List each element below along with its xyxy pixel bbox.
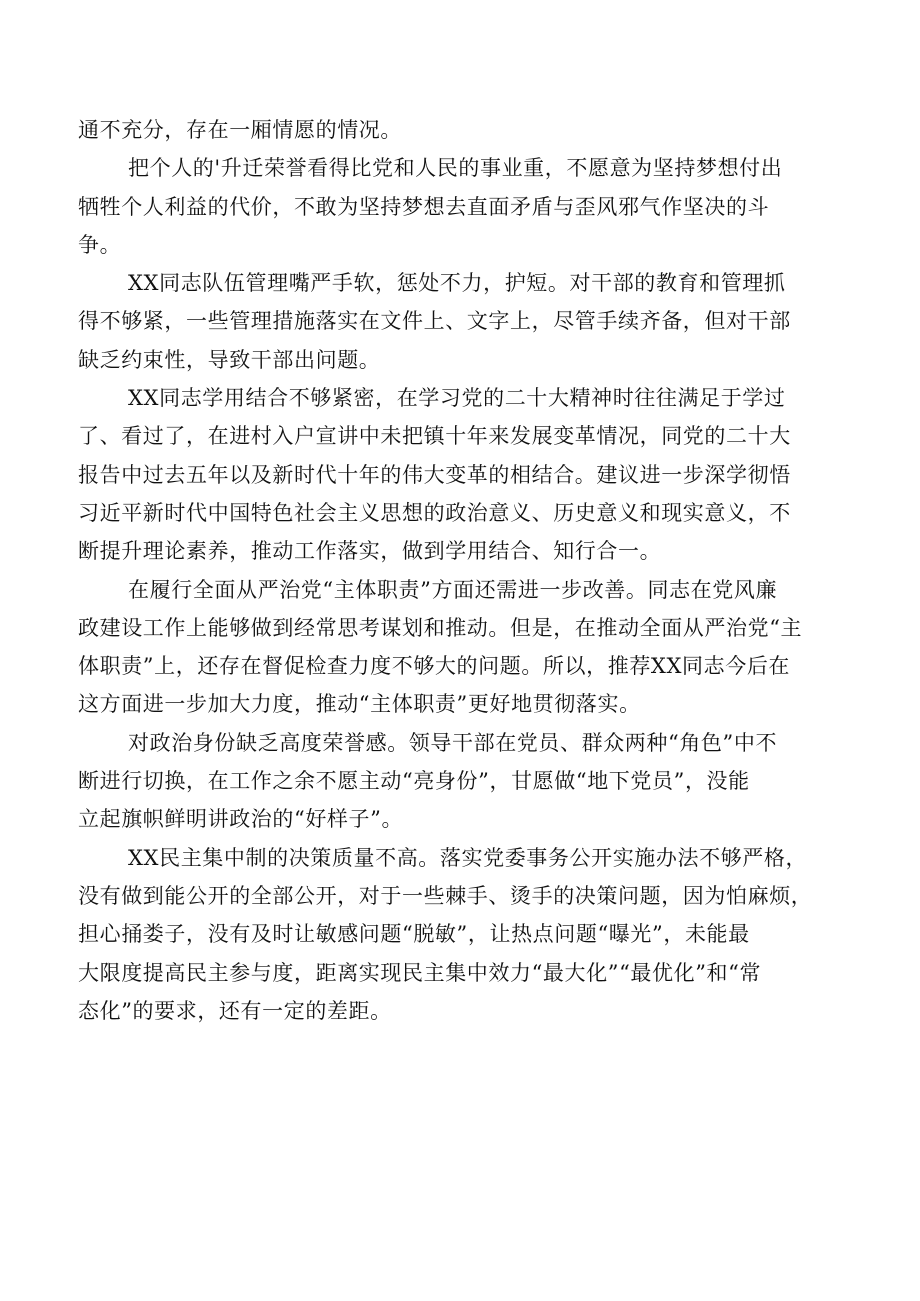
text-line-10: 报告中过去五年以及新时代十年的伟大变革的相结合。建议进一步深学彻悟: [78, 462, 791, 487]
text-line-4: 争。: [78, 232, 122, 257]
text-line-9: 了、看过了，在进村入户宣讲中未把镇十年来发展变革情况，同党的二十大: [78, 424, 791, 449]
text-line-5: XX同志队伍管理嘴严手软，惩处不力，护短。对干部的教育和管理抓: [128, 271, 786, 296]
text-line-12: 断提升理论素养，推动工作落实，做到学用结合、知行合一。: [78, 539, 662, 564]
text-line-6: 得不够紧，一些管理措施落实在文件上、文字上，尽管手续齐备，但对干部: [78, 309, 791, 334]
document-body: [78, 111, 853, 1030]
text-line-13: 在履行全面从严治党“主体职责”方面还需进一步改善。同志在党风廉: [128, 577, 778, 602]
text-line-18: 断进行切换，在工作之余不愿主动“亮身份”，甘愿做“地下党员”，没能: [78, 769, 750, 794]
text-line-15: 体职责”上，还存在督促检查力度不够大的问题。所以，推荐XX同志今后在: [78, 654, 791, 679]
text-line-17: 对政治身份缺乏高度荣誉感。领导干部在党员、群众两种“角色”中不: [128, 730, 778, 755]
text-line-16: 这方面进一步加大力度，推动“主体职责”更好地贯彻落实。: [78, 692, 641, 717]
text-line-7: 缺乏约束性，导致干部出问题。: [78, 347, 381, 372]
text-line-21: 没有做到能公开的全部公开，对于一些棘手、烫手的决策问题，因为怕麻烦，: [78, 883, 813, 908]
text-line-1: 通不充分，存在一厢情愿的情况。: [78, 118, 402, 142]
text-line-14: 政建设工作上能够做到经常思考谋划和推动。但是，在推动全面从严治党“主: [78, 615, 803, 640]
text-line-24: 态化”的要求，还有一定的差距。: [78, 998, 392, 1023]
text-line-11: 习近平新时代中国特色社会主义思想的政治意义、历史意义和现实意义，不: [78, 500, 791, 525]
text-line-22: 担心捅娄子，没有及时让敏感问题“脱敏”，让热点问题“曝光”，未能最: [78, 922, 750, 947]
text-line-8: XX同志学用结合不够紧密，在学习党的二十大精神时往往满足于学过: [128, 386, 786, 411]
text-line-19: 立起旗帜鲜明讲政治的“好样子”。: [78, 807, 404, 832]
text-line-23: 大限度提高民主参与度，距离实现民主集中效力“最大化”“最优化”和“常: [78, 960, 762, 985]
text-line-3: 牺牲个人利益的代价，不敢为坚持梦想去直面矛盾与歪风邪气作坚决的斗: [78, 194, 770, 219]
text-line-20: XX民主集中制的决策质量不高。落实党委事务公开实施办法不够严格，: [128, 845, 808, 870]
text-line-2: 把个人的'升迁荣誉看得比党和人民的事业重，不愿意为坚持梦想付出: [128, 156, 783, 181]
